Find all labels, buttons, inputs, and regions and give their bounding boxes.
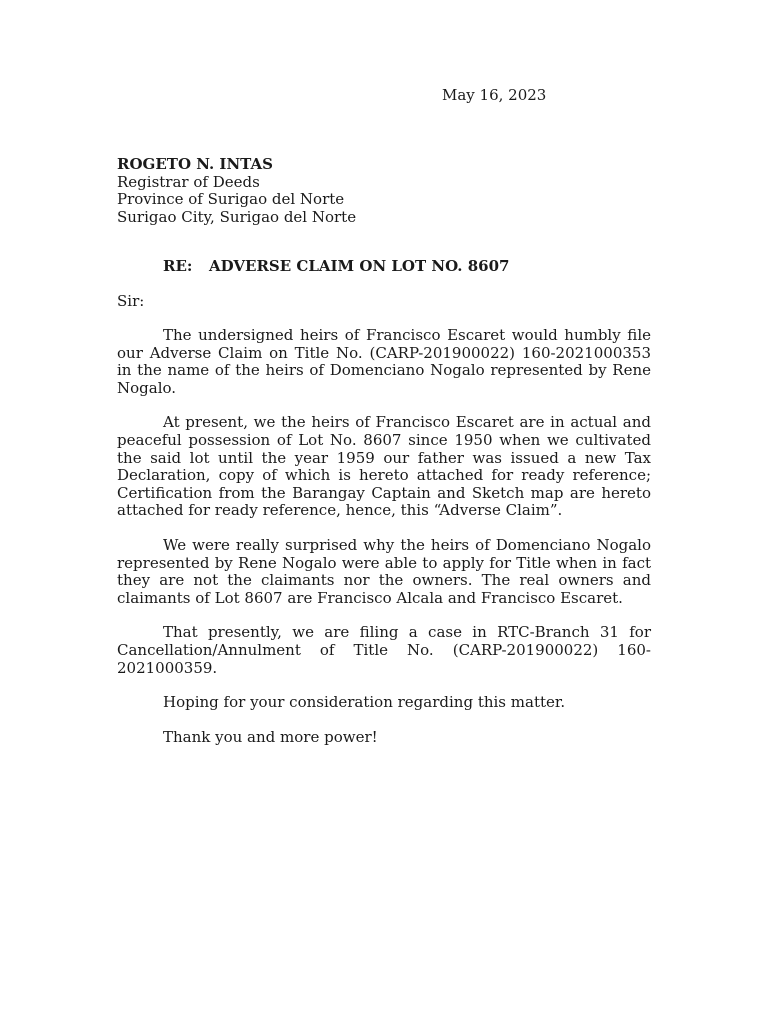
addressee-title: Registrar of Deeds [117, 172, 260, 191]
body-paragraph-3: We were really surprised why the heirs of Domenciano Nogalo represented by Rene Nogalo were able to apply for Title when in fact they are not the claimants nor the owners. The real owners and claimants of Lot 8607 are Francisco Alcala and Francisco Escaret. [117, 535, 651, 607]
subject-label: RE: [163, 257, 193, 275]
addressee-location: Surigao City, Surigao del Norte [117, 207, 357, 226]
letter-body [117, 327, 651, 763]
body-paragraph-5: Hoping for your consideration regarding this matter. [163, 693, 566, 712]
body-paragraph-4: That presently, we are filing a case in RTC-Branch 31 for Cancellation/Annulment of Title No. (CARP-201900022) 160-2021000359. [117, 623, 651, 677]
addressee-block [117, 156, 356, 226]
body-paragraph-2: At present, we the heirs of Francisco Escaret are in actual and peaceful possession of Lot No. 8607 since 1950 when we cultivated the said lot until the year 1959 our father was issued a new Tax Declaration, copy of which is hereto attached for ready reference; Certification from the Barangay Captain and Sketch map are hereto attached for ready reference, hence, this “Adverse Claim”. [117, 413, 651, 520]
addressee-name: ROGETO N. INTAS [117, 155, 273, 173]
body-paragraph-1: The undersigned heirs of Francisco Escaret would humbly file our Adverse Claim on Title No. (CARP-201900022) 160-2021000353 in the name of the heirs of Domenciano Nogalo represented by Rene Nogalo. [117, 326, 651, 397]
closing-line: Thank you and more power! [163, 727, 378, 746]
subject-text: ADVERSE CLAIM ON LOT NO. 8607 [209, 257, 510, 275]
addressee-office: Province of Surigao del Norte [117, 190, 345, 209]
subject-line [163, 258, 509, 276]
salutation: Sir: [117, 292, 145, 310]
letter-date: May 16, 2023 [442, 86, 547, 104]
